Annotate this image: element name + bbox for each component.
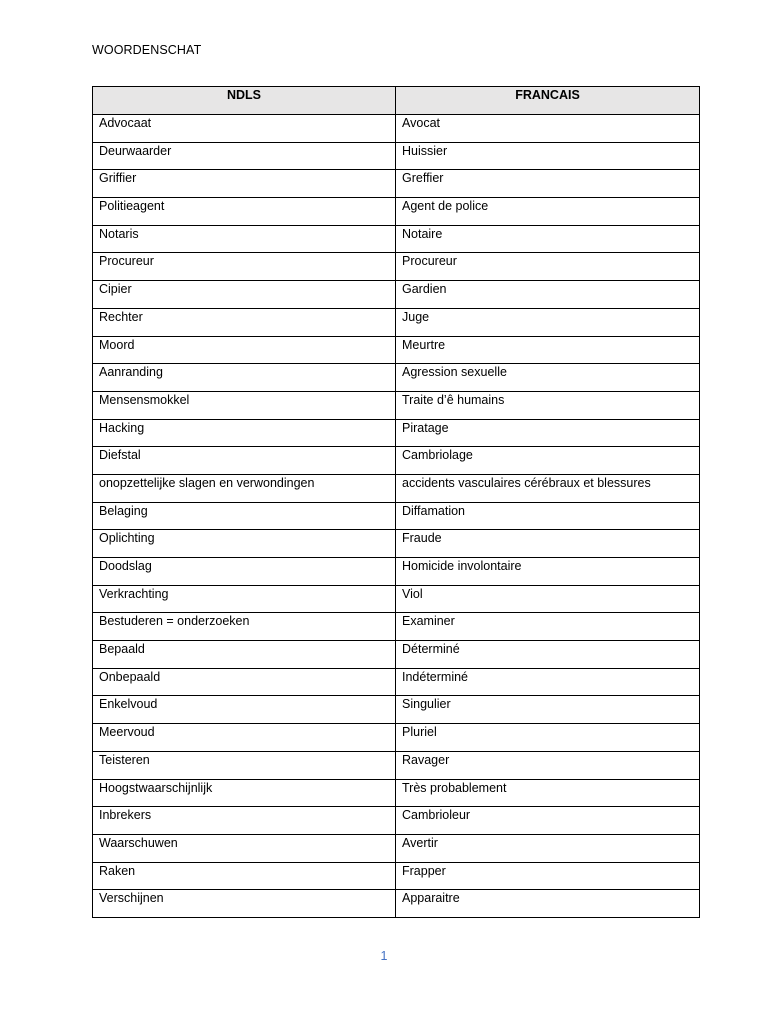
table-row [93, 724, 700, 752]
french-term-cell: Ravager [396, 751, 700, 779]
dutch-term-cell: Teisteren [93, 751, 396, 779]
dutch-term-cell: Diefstal [93, 447, 396, 475]
table-row [93, 142, 700, 170]
french-term-cell: Indéterminé [396, 668, 700, 696]
dutch-term-cell: Moord [93, 336, 396, 364]
french-term-cell: Cambriolage [396, 447, 700, 475]
table-body [93, 115, 700, 918]
french-term-cell: Agression sexuelle [396, 364, 700, 392]
table-row [93, 668, 700, 696]
table-row [93, 198, 700, 226]
dutch-term-cell: onopzettelijke slagen en verwondingen [93, 474, 396, 502]
table-row [93, 391, 700, 419]
french-term-cell: Déterminé [396, 641, 700, 669]
dutch-term-cell: Aanranding [93, 364, 396, 392]
dutch-term-cell: Verkrachting [93, 585, 396, 613]
french-term-cell: Avocat [396, 115, 700, 143]
table-row [93, 364, 700, 392]
french-term-cell: Traite d’ê humains [396, 391, 700, 419]
table-row [93, 115, 700, 143]
dutch-term-cell: Bepaald [93, 641, 396, 669]
dutch-term-cell: Rechter [93, 308, 396, 336]
french-term-cell: Gardien [396, 281, 700, 309]
table-row [93, 696, 700, 724]
french-term-cell: Huissier [396, 142, 700, 170]
french-term-cell: Juge [396, 308, 700, 336]
table-row [93, 336, 700, 364]
french-term-cell: Procureur [396, 253, 700, 281]
french-term-cell: Cambrioleur [396, 807, 700, 835]
table-row [93, 170, 700, 198]
dutch-term-cell: Oplichting [93, 530, 396, 558]
table-row [93, 419, 700, 447]
table-row [93, 558, 700, 586]
table-row [93, 641, 700, 669]
dutch-term-cell: Enkelvoud [93, 696, 396, 724]
table-row [93, 281, 700, 309]
table-row [93, 474, 700, 502]
french-term-cell: Avertir [396, 834, 700, 862]
table-row [93, 530, 700, 558]
dutch-term-cell: Hoogstwaarschijnlijk [93, 779, 396, 807]
french-term-cell: Frapper [396, 862, 700, 890]
dutch-term-cell: Griffier [93, 170, 396, 198]
table-row [93, 308, 700, 336]
french-term-cell: Greffier [396, 170, 700, 198]
french-term-cell: Homicide involontaire [396, 558, 700, 586]
table-row [93, 502, 700, 530]
dutch-term-cell: Waarschuwen [93, 834, 396, 862]
french-term-cell: Diffamation [396, 502, 700, 530]
french-term-cell: Examiner [396, 613, 700, 641]
french-term-cell: Notaire [396, 225, 700, 253]
dutch-term-cell: Verschijnen [93, 890, 396, 918]
french-term-cell: Fraude [396, 530, 700, 558]
column-header-dutch: NDLS [93, 87, 396, 115]
vocabulary-table [92, 86, 700, 918]
table-row [93, 834, 700, 862]
french-term-cell: Agent de police [396, 198, 700, 226]
dutch-term-cell: Belaging [93, 502, 396, 530]
dutch-term-cell: Hacking [93, 419, 396, 447]
dutch-term-cell: Inbrekers [93, 807, 396, 835]
dutch-term-cell: Mensensmokkel [93, 391, 396, 419]
document-title: WOORDENSCHAT [92, 43, 202, 57]
table-header-row [93, 87, 700, 115]
dutch-term-cell: Advocaat [93, 115, 396, 143]
table-row [93, 253, 700, 281]
dutch-term-cell: Politieagent [93, 198, 396, 226]
table-row [93, 225, 700, 253]
french-term-cell: Apparaitre [396, 890, 700, 918]
french-term-cell: Pluriel [396, 724, 700, 752]
dutch-term-cell: Doodslag [93, 558, 396, 586]
dutch-term-cell: Cipier [93, 281, 396, 309]
table-row [93, 613, 700, 641]
french-term-cell: Piratage [396, 419, 700, 447]
dutch-term-cell: Procureur [93, 253, 396, 281]
table-row [93, 890, 700, 918]
french-term-cell: Meurtre [396, 336, 700, 364]
table-row [93, 447, 700, 475]
table-header [93, 87, 700, 115]
dutch-term-cell: Bestuderen = onderzoeken [93, 613, 396, 641]
column-header-french: FRANCAIS [396, 87, 700, 115]
page-number: 1 [380, 949, 388, 963]
table-row [93, 751, 700, 779]
french-term-cell: Très probablement [396, 779, 700, 807]
french-term-cell: accidents vasculaires cérébraux et blessures [396, 474, 700, 502]
dutch-term-cell: Raken [93, 862, 396, 890]
table-row [93, 779, 700, 807]
french-term-cell: Viol [396, 585, 700, 613]
table-row [93, 807, 700, 835]
table-row [93, 585, 700, 613]
dutch-term-cell: Onbepaald [93, 668, 396, 696]
table-row [93, 862, 700, 890]
french-term-cell: Singulier [396, 696, 700, 724]
dutch-term-cell: Meervoud [93, 724, 396, 752]
dutch-term-cell: Deurwaarder [93, 142, 396, 170]
dutch-term-cell: Notaris [93, 225, 396, 253]
